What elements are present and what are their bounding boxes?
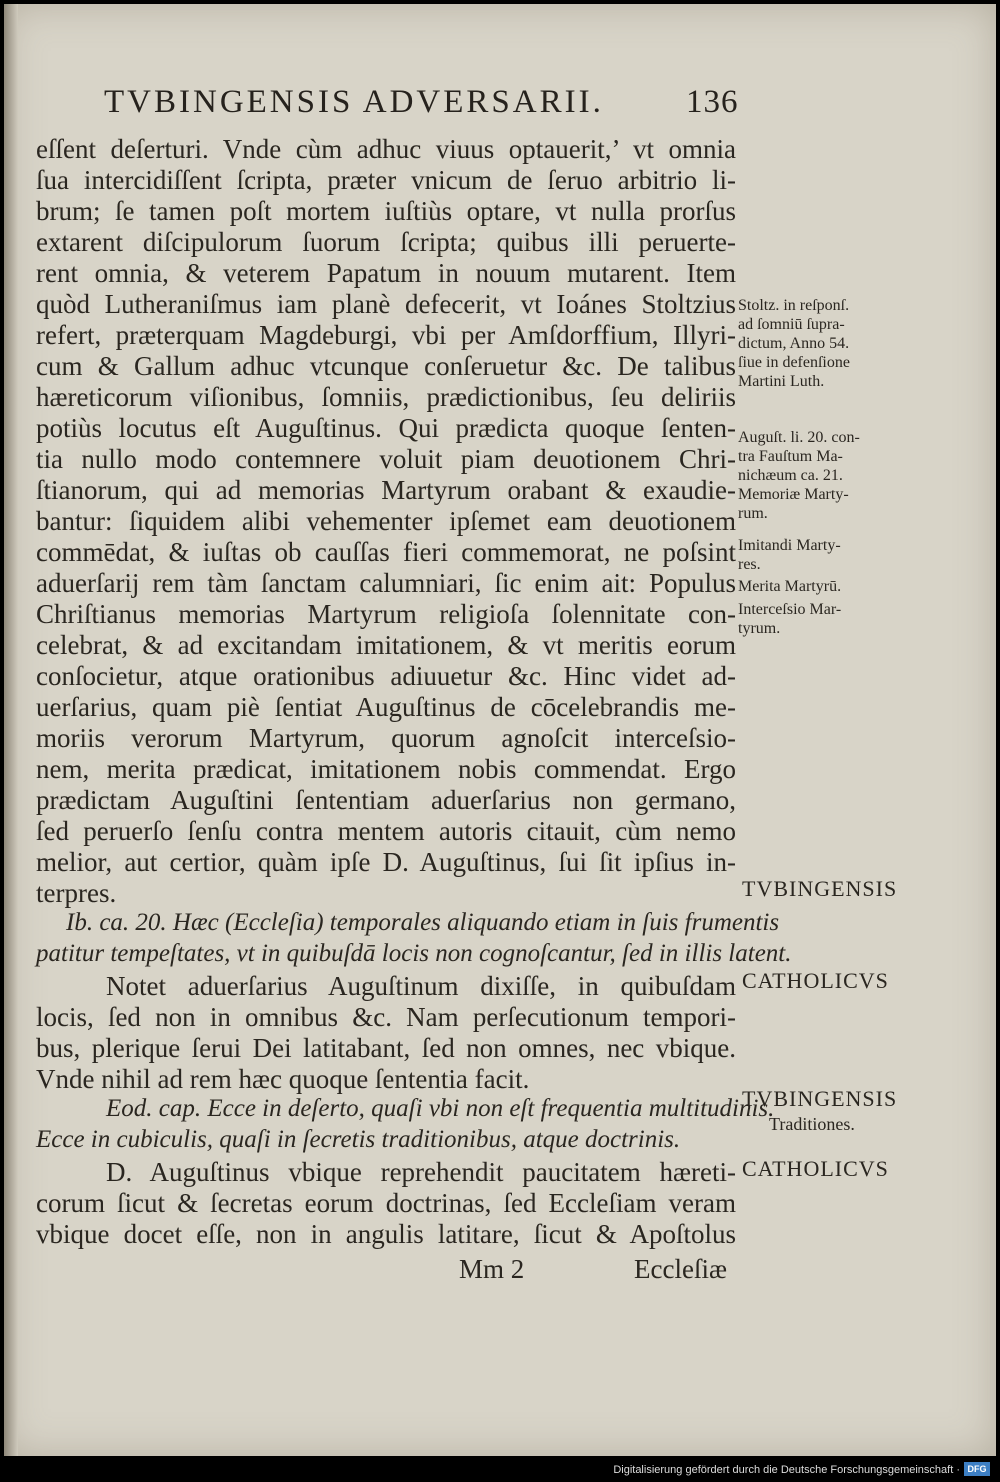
- text-line: Vnde nihil ad rem hæc quoque ſententia facit.: [36, 1064, 530, 1094]
- running-header: [104, 84, 744, 121]
- margin-line: Martini Luth.: [738, 373, 825, 390]
- book-page: [4, 4, 996, 1456]
- text-line: conſocietur, atque orationibus adiuuetur &c. Hinc videt ad-: [36, 661, 736, 691]
- text-line: ſua intercidiſſent ſcripta, præter vnicum de ſeruo arbitrio li-: [36, 165, 736, 195]
- text-line: moriis verorum Martyrum, quorum agnoſcit interceſsio-: [36, 723, 736, 753]
- running-title: TVBINGENSIS ADVERSARII.: [104, 84, 604, 120]
- text-line: vbique docet eſſe, non in angulis latitare, ſicut & Apoſtolus: [36, 1219, 736, 1249]
- text-line: Notet aduerſarius Auguſtinum dixiſſe, in quibuſdam: [106, 971, 736, 1001]
- speaker-label-catholicus: CATHOLICVS: [742, 1156, 889, 1181]
- margin-line: res.: [738, 556, 761, 573]
- margin-line: Memoriæ Marty-: [738, 486, 849, 503]
- folio-number: 136: [686, 84, 739, 120]
- text-line: terpres.: [36, 878, 117, 908]
- margin-line: ſiue in defenſione: [738, 354, 850, 371]
- margin-line: tra Fauſtum Ma-: [738, 448, 843, 465]
- citation-line: Eod. cap. Ecce in deſerto, quaſi vbi non eſt frequentia multitudinis.: [106, 1095, 775, 1122]
- text-line: prædictam Auguſtini ſententiam aduerſarius non germano,: [36, 785, 736, 815]
- signature-mark: Mm 2: [459, 1254, 525, 1284]
- catchword: Eccleſiæ: [634, 1254, 727, 1284]
- text-line: corum ſicut & ſecretas eorum doctrinas, ſed Eccleſiam veram: [36, 1188, 736, 1218]
- funding-credit: Digitalisierung gefördert durch die Deutsche Forschungsgemeinschaft ·: [613, 1464, 960, 1476]
- margin-line: Auguſt. li. 20. con-: [738, 429, 860, 446]
- margin-note-traditiones: Traditiones.: [769, 1114, 855, 1134]
- text-line: uerſarius, quam piè ſentiat Auguſtinus de cōcelebrandis me-: [36, 692, 736, 722]
- text-line: D. Auguſtinus vbique reprehendit paucitatem hæreti-: [106, 1157, 736, 1187]
- text-line: refert, præterquam Magdeburgi, vbi per Amſdorffium, Illyri-: [36, 320, 736, 350]
- text-line: nem, merita prædicat, imitationem nobis commendat. Ergo: [36, 754, 736, 784]
- margin-line: Interceſsio Mar-: [738, 601, 842, 618]
- text-line: brum; ſe tamen poſt mortem iuſtiùs optare, vt nulla prorſus: [36, 196, 736, 226]
- text-line: tia nullo modo contemnere voluit piam deuotionem Chri-: [36, 444, 736, 474]
- text-line: Chriſtianus memorias Martyrum religioſa ſolennitate con-: [36, 599, 736, 629]
- speaker-label-tubingensis: TVBINGENSIS: [742, 876, 898, 901]
- margin-line: tyrum.: [738, 620, 781, 637]
- margin-note-intercessio: [738, 600, 841, 638]
- margin-line: Stoltz. in reſponſ.: [738, 297, 850, 314]
- text-line: ſed peruerſo ſenſu contra mentem autoris citauit, cùm nemo: [36, 816, 736, 846]
- margin-line: rum.: [738, 505, 768, 522]
- margin-note-merita: Merita Martyrū.: [738, 578, 842, 595]
- text-line: bus, plerique ſerui Dei latitabant, ſed non omnes, nec vbique.: [36, 1033, 736, 1063]
- citation-line: patitur tempeſtates, vt in quibuſdā locis non cognoſcantur, ſed in illis latent.: [36, 940, 792, 967]
- text-line: ſtianorum, qui ad memorias Martyrum orabant & exaudie-: [36, 475, 736, 505]
- citation-line: Ib. ca. 20. Hæc (Eccleſia) temporales aliquando etiam in ſuis frumentis: [66, 909, 780, 936]
- margin-line: dictum, Anno 54.: [738, 335, 850, 352]
- text-line: rent omnia, & veterem Papatum in nouum mutarent. Item: [36, 258, 736, 288]
- text-line: locis, ſed non in omnibus &c. Nam perſecutionum tempori-: [36, 1002, 736, 1032]
- margin-line: ad ſomniū ſupra-: [738, 316, 845, 333]
- text-line: cum & Gallum adhuc vtcunque conſeruetur &c. De talibus: [36, 351, 736, 381]
- text-line: aduerſarij rem tàm ſanctam calumniari, ſic enim ait: Populus: [36, 568, 736, 598]
- dfg-logo: DFG: [964, 1462, 990, 1476]
- margin-note-stoltz: [738, 296, 850, 391]
- page-spine-shadow: [4, 4, 18, 1456]
- footer-bar: [0, 1456, 1000, 1482]
- citation-line: Ecce in cubiculis, quaſi in ſecretis traditionibus, atque doctrinis.: [36, 1126, 681, 1153]
- text-line: melior, aut certior, quàm ipſe D. Auguſtinus, ſui ſit ipſius in-: [36, 847, 736, 877]
- speaker-label-tubingensis: TVBINGENSIS: [742, 1086, 898, 1111]
- text-line: hæreticorum viſionibus, ſomniis, prædictionibus, ſeu deliriis: [36, 382, 736, 412]
- margin-note-imitandi: [738, 536, 841, 574]
- text-line: bantur: ſiquidem alibi vehementer ipſemet eam deuotionem: [36, 506, 736, 536]
- speaker-label-catholicus: CATHOLICVS: [742, 968, 889, 993]
- margin-note-augustinus: [738, 428, 860, 523]
- text-line: eſſent deſerturi. Vnde cùm adhuc viuus optauerit,’ vt omnia: [36, 134, 736, 164]
- margin-line: nichæum ca. 21.: [738, 467, 843, 484]
- text-line: potiùs locutus eſt Auguſtinus. Qui prædicta quoque ſenten-: [36, 413, 736, 443]
- text-line: celebrat, & ad excitandam imitationem, & vt meritis eorum: [36, 630, 736, 660]
- text-line: commēdat, & iuſtas ob cauſſas fieri commemorat, ne poſsint: [36, 537, 736, 567]
- margin-line: Imitandi Marty-: [738, 537, 841, 554]
- text-line: extarent diſcipulorum ſuorum ſcripta; quibus illi peruerte-: [36, 227, 736, 257]
- text-line: quòd Lutheraniſmus iam planè defecerit, vt Ioánes Stoltzius: [36, 289, 736, 319]
